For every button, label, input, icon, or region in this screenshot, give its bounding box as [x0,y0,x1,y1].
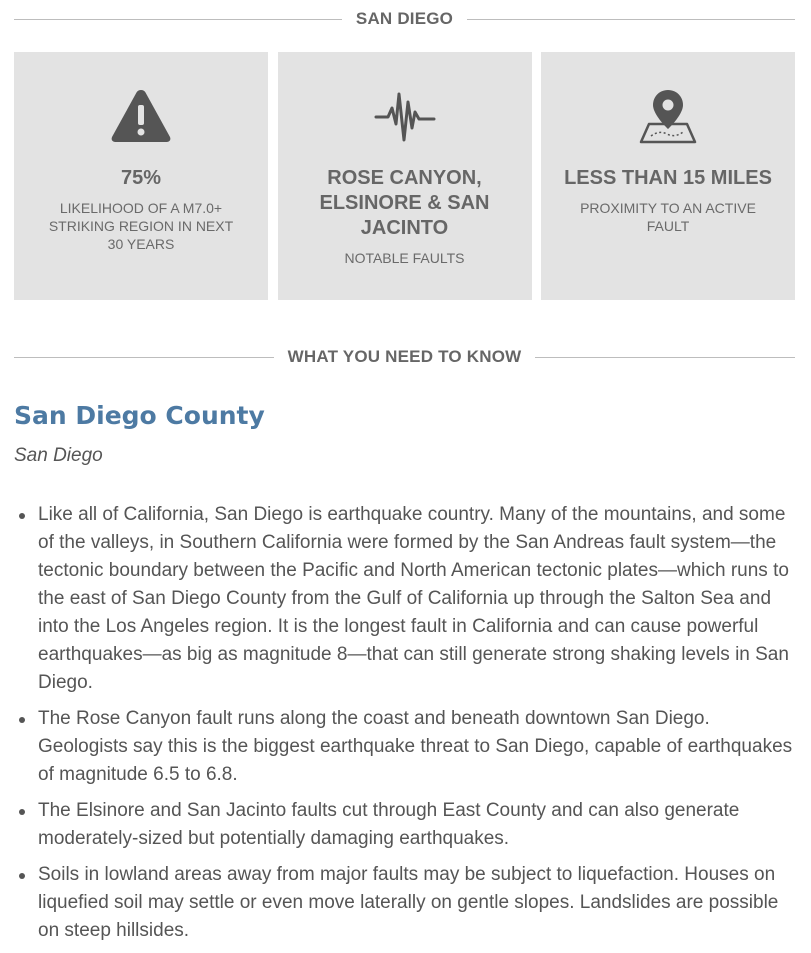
list-item: Like all of California, San Diego is earthquake country. Many of the mountains, and some of the valleys, in Southern California were formed by the San Andreas fault system—the tectonic boundary between the Pacific and North American tectonic plates—which runs to the east of San Diego County from the Gulf of California up through the Salton Sea and into the Los Angeles region. It is the longest fault in California and can cause powerful earthquakes—as big as magnitude 8—that can still generate strong shaking levels in San Diego. [14,501,794,697]
faults-stat: ROSE CANYON, ELSINORE & SAN JACINTO [319,167,490,239]
stat-cards [14,52,795,300]
county-subtitle: San Diego [14,445,103,466]
list-item: The Rose Canyon fault runs along the coast and beneath downtown San Diego. Geologists say this is the biggest earthquake threat to San Diego, capable of earthquakes of magnitude 6.5 to 6.8. [14,705,794,789]
county-title: San Diego County [14,401,265,430]
section-title: WHAT YOU NEED TO KNOW [287,347,522,366]
proximity-stat: LESS THAN 15 MILES [564,167,772,189]
section-rule-left [14,357,274,358]
header-rule-left [14,19,342,20]
list-item: The Elsinore and San Jacinto faults cut through East County and can also generate moderately-sized but potentially damaging earthquakes. [14,797,794,853]
facts-list [14,501,794,953]
faults-desc: NOTABLE FAULTS [344,250,465,266]
region-header [14,9,795,29]
likelihood-stat: 75% [120,167,162,189]
seismograph-pulse-icon [278,88,532,146]
likelihood-desc: LIKELIHOOD OF A M7.0+ STRIKING REGION IN NEXT 30 YEARS [48,200,234,252]
proximity-desc: PROXIMITY TO AN ACTIVE FAULT [580,200,756,234]
warning-triangle-icon [14,88,268,146]
stat-card-faults [278,52,532,300]
section-rule-right [535,357,795,358]
map-pin-icon [541,88,795,146]
stat-card-proximity [541,52,795,300]
list-item: Soils in lowland areas away from major faults may be subject to liquefaction. Houses on liquefied soil may settle or even move laterally on gentle slopes. Landslides are possible on steep hillsides. [14,861,794,945]
stat-card-likelihood [14,52,268,300]
section-header [14,347,795,367]
region-title: SAN DIEGO [355,9,454,28]
header-rule-right [467,19,795,20]
